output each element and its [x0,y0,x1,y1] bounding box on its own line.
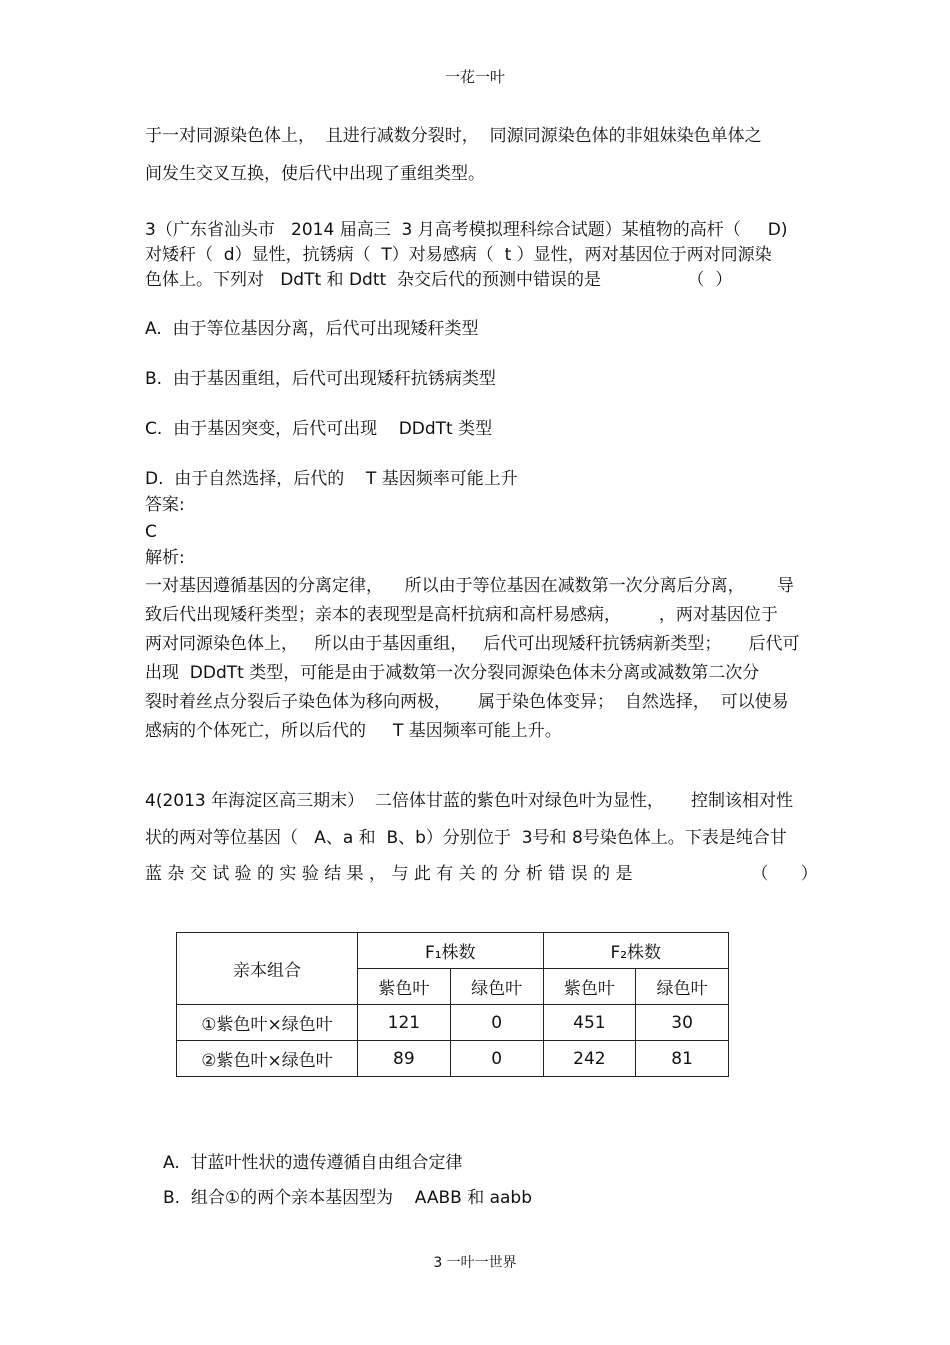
table-header-row [177,933,729,969]
q3-stem-line: 色体上。下列对 DdTt 和 Ddtt 杂交后代的预测中错误的是 （ ） [145,270,733,290]
analysis-line: 裂时着丝点分裂后子染色体为移向两极， 属于染色体变异； 自然选择， 可以使易 [145,692,789,712]
page-footer: 3 一叶一世界 [433,1255,517,1271]
header-f1-count: F₁株数 [358,933,544,969]
analysis-label: 解析: [145,548,185,568]
q4-stem-line: 4(2013 年海淀区高三期末） 二倍体甘蓝的紫色叶对绿色叶为显性， 控制该相对性 [145,791,793,811]
q3-stem-line: 对矮秆（ d）显性，抗锈病（ T）对易感病（ t ）显性，两对基因位于两对同源染 [145,245,772,265]
q4-stem-line: 状的两对等位基因（ A、a 和 B、b）分别位于 3号和 8号染色体上。下表是纯合甘 [145,828,787,848]
value-cell: 121 [358,1005,451,1041]
value-cell: 81 [636,1041,729,1077]
header-f2-count: F₂株数 [543,933,729,969]
answer-label: 答案: [145,495,185,515]
header-parent-cross: 亲本组合 [177,933,358,1005]
q3-option-b: B. 由于基因重组，后代可出现矮秆抗锈病类型 [145,369,496,389]
answer-value: C [145,522,157,542]
analysis-line: 致后代出现矮秆类型；亲本的表现型是高杆抗病和高杆易感病， ，两对基因位于 [145,605,778,625]
subheader-f2-purple: 紫色叶 [543,969,636,1005]
analysis-line: 感病的个体死亡，所以后代的 T 基因频率可能上升。 [145,721,562,741]
value-cell: 242 [543,1041,636,1077]
table-row [177,1005,729,1041]
subheader-f2-green: 绿色叶 [636,969,729,1005]
q4-stem-line: 蓝 杂 交 试 验 的 实 验 结 果 ， 与 此 有 关 的 分 析 错 误 的 是 （ ） [145,864,818,884]
table-row [177,1041,729,1077]
value-cell: 0 [450,1005,543,1041]
results-table [176,932,729,1077]
analysis-line: 出现 DDdTt 类型，可能是由于减数第一次分裂同源染色体未分离或减数第二次分 [145,663,760,683]
continuation-line: 间发生交叉互换，使后代中出现了重组类型。 [145,164,485,184]
page-header: 一花一叶 [444,68,505,86]
analysis-line: 一对基因遵循基因的分离定律， 所以由于等位基因在减数第一次分离后分离， 导 [145,576,795,596]
value-cell: 89 [358,1041,451,1077]
q3-option-a: A. 由于等位基因分离，后代可出现矮秆类型 [145,319,479,339]
q3-stem-line: 3（广东省汕头市 2014 届高三 3 月高考模拟理科综合试题）某植物的高杆（ D) [145,220,788,240]
value-cell: 30 [636,1005,729,1041]
continuation-line: 于一对同源染色体上， 且进行减数分裂时， 同源同源染色体的非姐妹染色单体之 [145,126,762,146]
q4-option-b: B. 组合①的两个亲本基因型为 AABB 和 aabb [163,1188,533,1208]
value-cell: 0 [450,1041,543,1077]
cross-cell: ①紫色叶×绿色叶 [177,1005,358,1041]
q3-option-d: D. 由于自然选择，后代的 T 基因频率可能上升 [145,469,518,489]
q3-option-c: C. 由于基因突变，后代可出现 DDdTt 类型 [145,419,493,439]
analysis-line: 两对同源染色体上， 所以由于基因重组， 后代可出现矮秆抗锈病新类型； 后代可 [145,634,800,654]
value-cell: 451 [543,1005,636,1041]
subheader-f1-green: 绿色叶 [450,969,543,1005]
subheader-f1-purple: 紫色叶 [358,969,451,1005]
cross-cell: ②紫色叶×绿色叶 [177,1041,358,1077]
q4-option-a: A. 甘蓝叶性状的遗传遵循自由组合定律 [163,1153,463,1173]
